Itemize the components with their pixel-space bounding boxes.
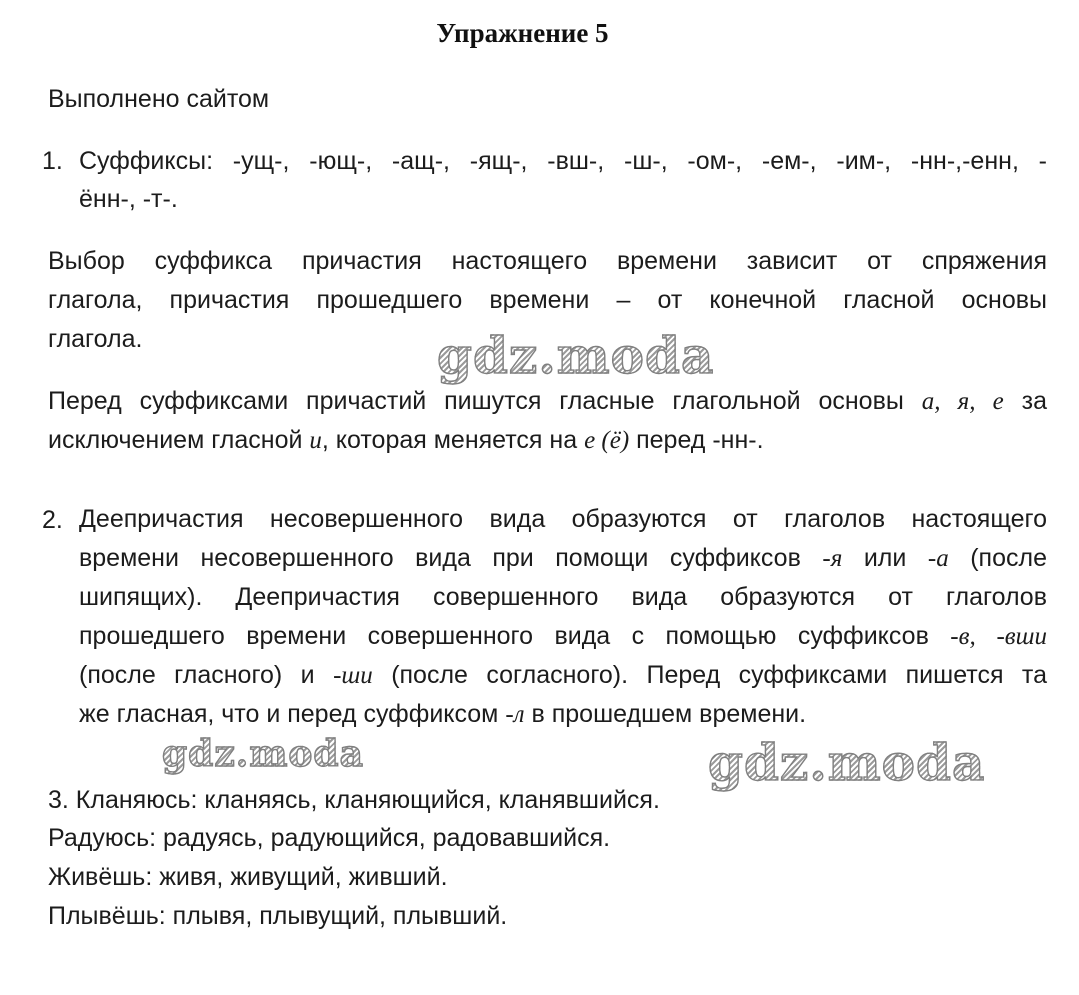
item3-line4: Плывёшь: плывя, плывущий, плывший. bbox=[48, 902, 508, 930]
watermark-logo: gdz.moda bbox=[437, 326, 715, 385]
item3-line1: 3. Кланяюсь: кланяясь, кланяющийся, кланявшийся. bbox=[48, 786, 660, 814]
text-span: же гласная, что и перед суффиксом bbox=[79, 700, 499, 728]
item3-line3: Живёшь: живя, живущий, живший. bbox=[48, 863, 448, 891]
item2-row1: Деепричастия несовершенного вида образуются от глаголов настоящего bbox=[79, 505, 1047, 533]
text-span: (после согласного). Перед суффиксами пишется та bbox=[391, 661, 1047, 689]
italic-suffix: -ши bbox=[333, 662, 373, 689]
item1-line1: Суффиксы: -ущ-, -ющ-, -ащ-, -ящ-, -вш-, -ш-, -ом-, -ем-, -им-, -нн-,-енн, - bbox=[79, 147, 1047, 175]
item1-p2-row1 bbox=[48, 382, 1047, 421]
item2-row6 bbox=[79, 695, 1047, 734]
text-span: времени несовершенного вида при помощи суффиксов bbox=[79, 544, 801, 572]
item3-line2: Радуюсь: радуясь, радующийся, радовавшийся. bbox=[48, 824, 611, 852]
item2-row2 bbox=[79, 539, 1047, 578]
watermark-logo: gdz.moda bbox=[162, 733, 364, 775]
text-span: прошедшего времени совершенного вида с помощью суффиксов bbox=[79, 622, 929, 650]
item2-row4 bbox=[79, 617, 1047, 656]
item1-p2-row2 bbox=[48, 421, 1047, 460]
text-span: в прошедшем времени. bbox=[531, 700, 807, 728]
item1-number: 1. bbox=[42, 147, 63, 175]
text-span: исключением гласной bbox=[48, 426, 303, 454]
italic-letters: е (ё) bbox=[584, 427, 630, 454]
item1-p1-row1: Выбор суффикса причастия настоящего времени зависит от спряжения bbox=[48, 247, 1047, 275]
text-span: (после гласного) и bbox=[79, 661, 315, 689]
text-span: , которая меняется на bbox=[321, 426, 578, 454]
italic-suffix: -я bbox=[822, 545, 843, 572]
item2-number: 2. bbox=[42, 506, 63, 534]
italic-letters: а, я, е bbox=[921, 388, 1004, 415]
text-span: за bbox=[1021, 387, 1048, 415]
italic-suffix: -а bbox=[927, 545, 949, 572]
italic-suffix: -л bbox=[505, 701, 525, 728]
item2-row5 bbox=[79, 656, 1047, 695]
subtitle: Выполнено сайтом bbox=[48, 85, 270, 113]
italic-letter: и bbox=[309, 427, 322, 454]
item1-paragraph2 bbox=[48, 382, 1047, 460]
watermark-logo: gdz.moda bbox=[708, 733, 986, 792]
item2-row3: шипящих). Деепричастия совершенного вида образуются от глаголов bbox=[79, 583, 1047, 611]
item1-p1-row2: глагола, причастия прошедшего времени – от конечной гласной основы bbox=[48, 286, 1047, 314]
text-span: (после bbox=[970, 544, 1047, 572]
item2-paragraph bbox=[79, 500, 1047, 734]
text-span: или bbox=[863, 544, 907, 572]
italic-suffix: -в, -вши bbox=[950, 623, 1048, 650]
item1-p1-row3: глагола. bbox=[48, 325, 143, 353]
text-span: перед -нн-. bbox=[636, 426, 764, 454]
item1-line2: ённ-, -т-. bbox=[79, 185, 178, 213]
text-span: Перед суффиксами причастий пишутся гласные глагольной основы bbox=[48, 387, 904, 415]
page-title: Упражнение 5 bbox=[436, 18, 609, 48]
